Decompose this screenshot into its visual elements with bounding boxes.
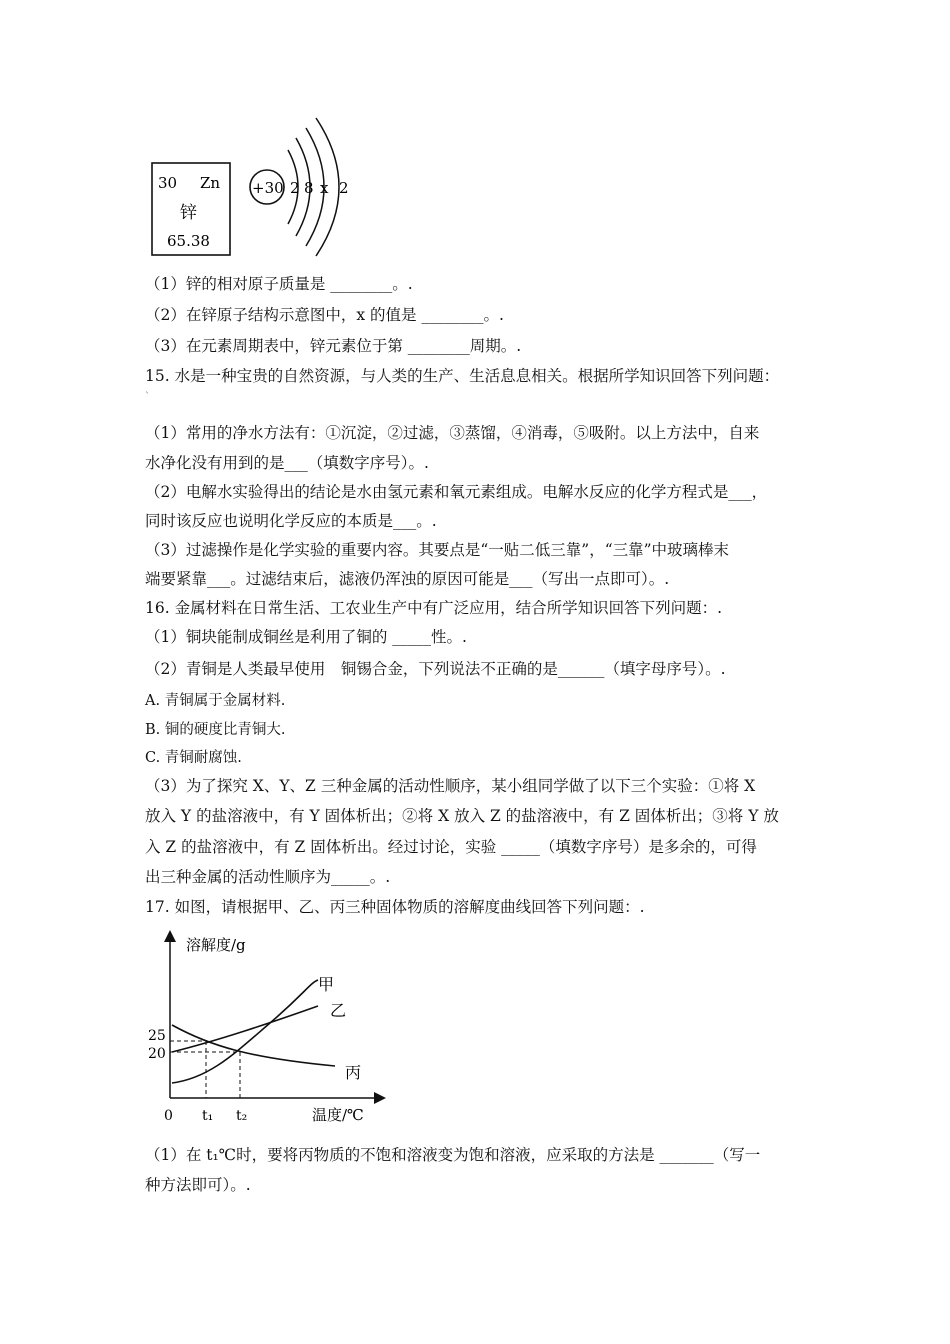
q17-stem: 17. 如图，请根据甲、乙、丙三种固体物质的溶解度曲线回答下列问题：. <box>145 898 645 916</box>
q15-part3-line1: （3）过滤操作是化学实验的重要内容。其要点是“一贴二低三靠”，“三靠”中玻璃棒末 <box>145 541 730 559</box>
q14-part3: （3）在元素周期表中，锌元素位于第 ________周期。. <box>145 337 522 355</box>
solubility-chart <box>140 928 400 1128</box>
q16-part1: （1）铜块能制成铜丝是利用了铜的 _____性。. <box>145 628 467 646</box>
nucleus-charge: +30 <box>252 179 284 197</box>
q16-option-a: A. 青铜属于金属材料. <box>145 693 286 709</box>
q14-part2: （2）在锌原子结构示意图中，x 的值是 ________。. <box>145 306 504 324</box>
shell-4-electrons: 2 <box>339 179 349 197</box>
q15-stem: 15. 水是一种宝贵的自然资源，与人类的生产、生活息息相关。根据所学知识回答下列问题： <box>145 367 780 385</box>
shell-1-electrons: 2 <box>290 179 300 197</box>
q15-part3-line2: 端要紧靠___。过滤结束后，滤液仍浑浊的原因可能是___（写出一点即可）。. <box>145 570 670 588</box>
x-tick-t1: t₁ <box>202 1108 214 1124</box>
series-label-jia: 甲 <box>318 975 335 994</box>
q15-part1-line1: （1）常用的净水方法有：①沉淀，②过滤，③蒸馏，④消毒，⑤吸附。以上方法中，自来 <box>145 424 760 442</box>
q16-part3-line1: （3）为了探究 X、Y、Z 三种金属的活动性顺序，某小组同学做了以下三个实验：①将 X <box>145 777 756 795</box>
shell-3-electrons: x <box>320 179 329 197</box>
x-axis-label: 温度/℃ <box>312 1106 364 1124</box>
q16-option-c: C. 青铜耐腐蚀. <box>145 750 242 766</box>
q14-part1: （1）锌的相对原子质量是 ________。. <box>145 275 413 293</box>
y-axis-label: 溶解度/g <box>186 936 246 954</box>
q15-part1-line2: 水净化没有用到的是___（填数字序号）。. <box>145 454 429 472</box>
q15-mark: ` <box>145 392 150 403</box>
y-tick-20: 20 <box>148 1046 166 1062</box>
q16-stem: 16. 金属材料在日常生活、工农业生产中有广泛应用，结合所学知识回答下列问题：. <box>145 599 723 617</box>
series-label-bing: 丙 <box>345 1063 362 1082</box>
q17-part1-line2: 种方法即可）。. <box>145 1176 251 1194</box>
q15-part2-line2: 同时该反应也说明化学反应的本质是___。. <box>145 512 437 530</box>
q16-part2: （2）青铜是人类最早使用 铜锡合金，下列说法不正确的是______（填字母序号）。. <box>145 660 726 678</box>
series-label-yi: 乙 <box>330 1001 347 1020</box>
element-symbol: Zn <box>200 174 221 192</box>
y-tick-25: 25 <box>148 1028 166 1044</box>
atomic-mass: 65.38 <box>167 232 210 250</box>
zinc-structure-figure <box>140 110 370 270</box>
element-name: 锌 <box>180 203 197 223</box>
q17-part1-line1: （1）在 t₁℃时，要将丙物质的不饱和溶液变为饱和溶液，应采取的方法是 _______（写一 <box>145 1146 761 1164</box>
shell-2-electrons: 8 <box>304 179 314 197</box>
q16-part3-line4: 出三种金属的活动性顺序为_____。. <box>145 868 391 886</box>
origin-label: 0 <box>164 1108 173 1124</box>
x-tick-t2: t₂ <box>236 1108 248 1124</box>
q16-part3-line3: 入 Z 的盐溶液中，有 Z 固体析出。经过讨论，实验 _____（填数字序号）是多余的，可得 <box>145 838 757 856</box>
q16-part3-line2: 放入 Y 的盐溶液中，有 Y 固体析出；②将 X 放入 Z 的盐溶液中，有 Z 固体析出；③将 Y 放 <box>145 807 779 825</box>
q16-option-b: B. 铜的硬度比青铜大. <box>145 722 286 738</box>
q15-part2-line1: （2）电解水实验得出的结论是水由氢元素和氧元素组成。电解水反应的化学方程式是___， <box>145 483 768 501</box>
atomic-number: 30 <box>158 174 178 192</box>
